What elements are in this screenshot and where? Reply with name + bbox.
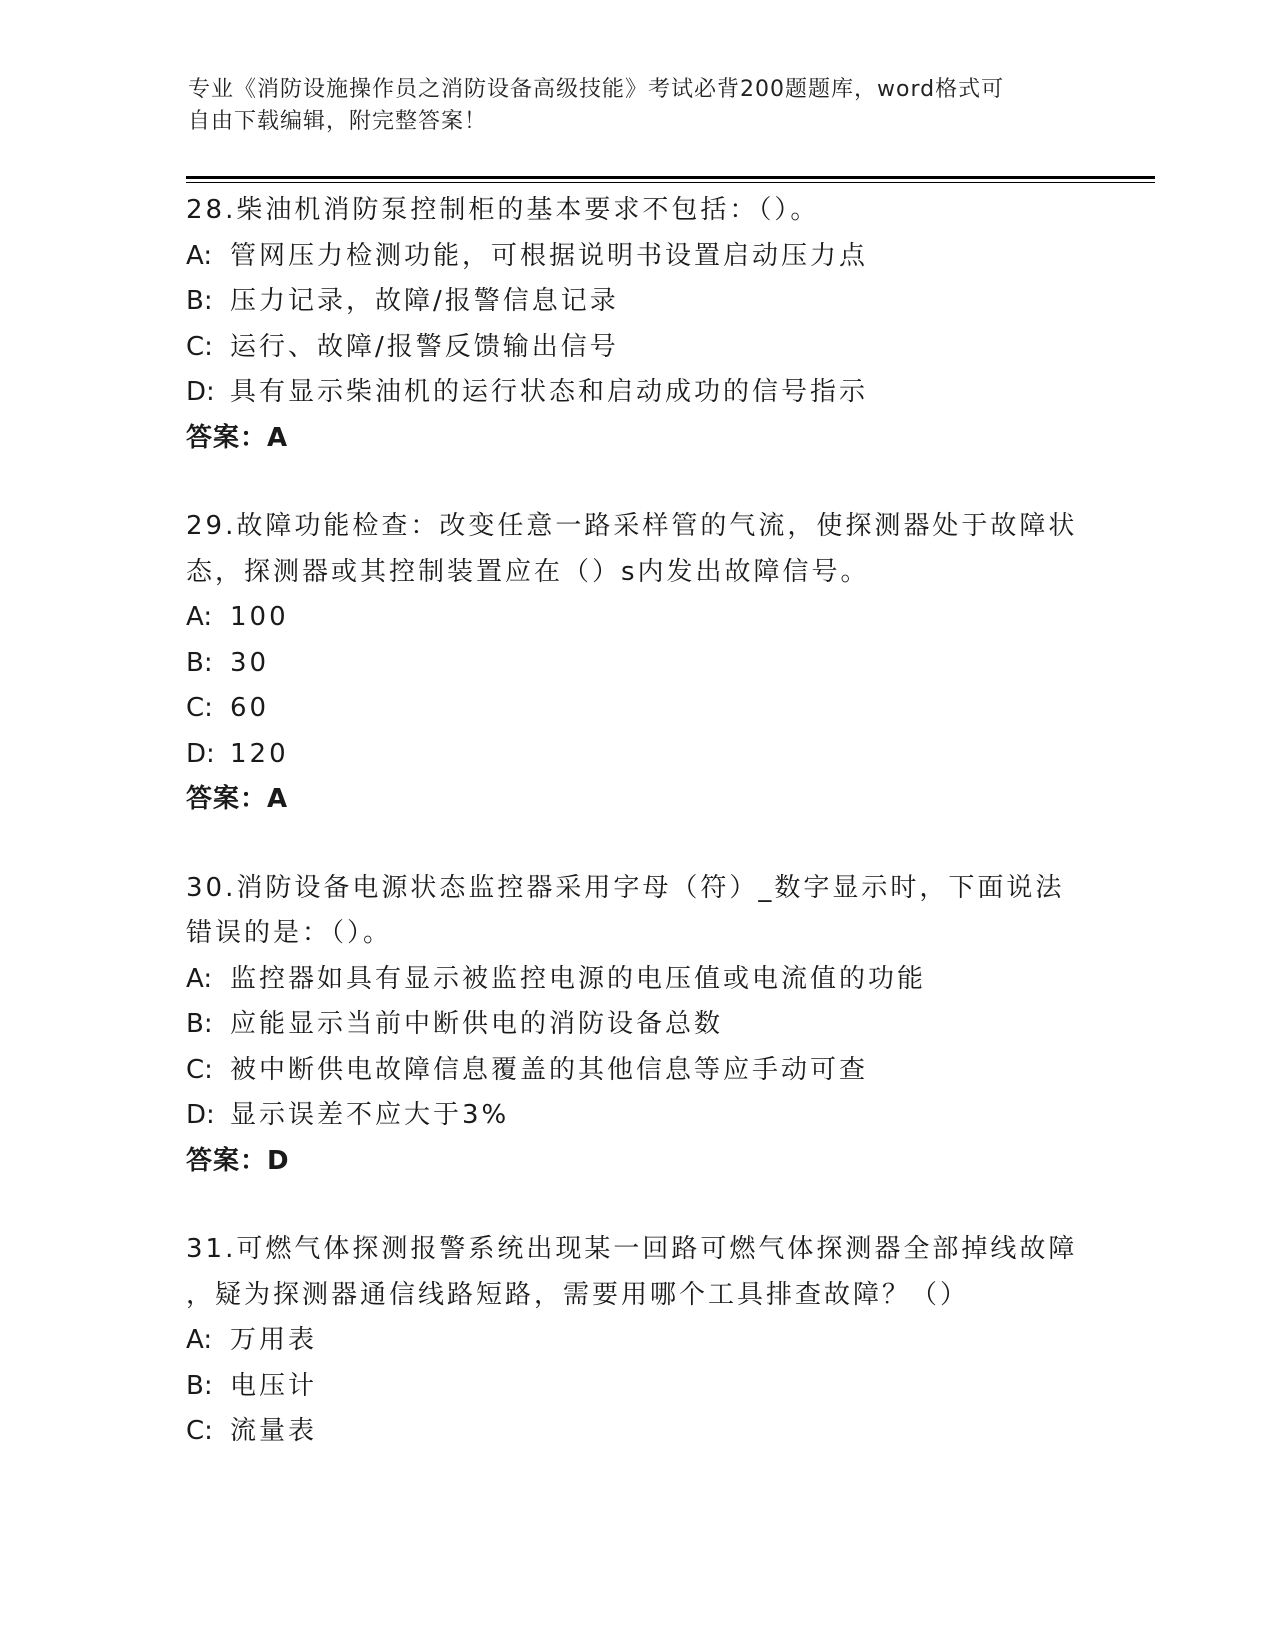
option-label: B: — [186, 1370, 213, 1401]
option-text: 压力记录，故障/报警信息记录 — [230, 286, 619, 316]
option-label: D: — [186, 738, 215, 769]
option-text: 电压计 — [230, 1370, 318, 1401]
option-label: B: — [186, 286, 213, 316]
option-label: A: — [186, 240, 213, 271]
option-label: C: — [186, 1054, 213, 1085]
option-text: 应能显示当前中断供电的消防设备总数 — [230, 1009, 724, 1039]
option-text: 监控器如具有显示被监控电源的电压值或电流值的功能 — [230, 963, 927, 994]
answer-key: 答案：A — [186, 784, 289, 814]
question-stem — [186, 866, 1086, 957]
question-stem-line: ，疑为探测器通信线路短路，需要用哪个工具排查故障？（） — [186, 1279, 970, 1310]
option-text: 120 — [230, 738, 289, 769]
option-text: 流量表 — [230, 1416, 318, 1446]
question-stem — [186, 504, 1086, 595]
answer-option — [186, 957, 1086, 1003]
option-label: D: — [186, 1100, 215, 1130]
option-label: D: — [186, 377, 215, 407]
option-text: 被中断供电故障信息覆盖的其他信息等应手动可查 — [230, 1054, 869, 1085]
option-label: A: — [186, 963, 213, 994]
option-label: B: — [186, 1009, 213, 1039]
option-label: B: — [186, 647, 213, 678]
answer-option — [186, 325, 1086, 371]
answer-key: 答案：D — [186, 1145, 290, 1176]
option-text: 万用表 — [230, 1325, 318, 1355]
question-stem-line: 29.故障功能检查：改变任意一路采样管的气流，使探测器处于故障状 — [186, 511, 1078, 541]
option-text: 显示误差不应大于3% — [230, 1100, 510, 1130]
option-text: 运行、故障/报警反馈输出信号 — [230, 331, 619, 362]
question-stem-line: 态，探测器或其控制装置应在（）s内发出故障信号。 — [186, 556, 870, 587]
option-text: 具有显示柴油机的运行状态和启动成功的信号指示 — [230, 377, 869, 407]
answer-option — [186, 1318, 1086, 1364]
option-label: C: — [186, 1416, 213, 1446]
question-list — [186, 188, 1086, 1498]
question-stem-line: 28.柴油机消防泵控制柜的基本要求不包括：（）。 — [186, 195, 820, 225]
question-block — [186, 1227, 1086, 1455]
option-label: C: — [186, 331, 213, 362]
answer-option — [186, 686, 1086, 732]
option-label: C: — [186, 693, 213, 723]
question-block — [186, 504, 1086, 823]
question-stem-line: 错误的是：（）。 — [186, 918, 393, 948]
question-block — [186, 866, 1086, 1185]
answer-option — [186, 732, 1086, 778]
answer-option — [186, 279, 1086, 325]
question-block — [186, 188, 1086, 461]
answer-option — [186, 1409, 1086, 1455]
answer-option — [186, 1002, 1086, 1048]
question-stem-line: 31.可燃气体探测报警系统出现某一回路可燃气体探测器全部掉线故障 — [186, 1234, 1078, 1264]
answer-key: 答案：A — [186, 422, 289, 453]
header-line-1: 专业《消防设施操作员之消防设备高级技能》考试必背200题题库，word格式可 — [188, 77, 1005, 102]
answer-option — [186, 641, 1086, 687]
option-text: 管网压力检测功能，可根据说明书设置启动压力点 — [230, 240, 869, 271]
option-text: 30 — [230, 647, 270, 678]
option-label: A: — [186, 1325, 213, 1355]
option-label: A: — [186, 602, 213, 632]
header-rule-thick — [186, 176, 1155, 179]
answer-option — [186, 234, 1086, 280]
answer-option — [186, 1093, 1086, 1139]
document-header — [188, 74, 1068, 138]
answer-option — [186, 370, 1086, 416]
answer-option — [186, 1048, 1086, 1094]
question-stem — [186, 188, 1086, 234]
answer-option — [186, 595, 1086, 641]
header-rule-thin — [186, 182, 1155, 183]
header-line-2: 自由下载编辑，附完整答案！ — [188, 109, 488, 134]
question-stem — [186, 1227, 1086, 1318]
option-text: 60 — [230, 693, 270, 723]
question-stem-line: 30.消防设备电源状态监控器采用字母（符）_数字显示时，下面说法 — [186, 872, 1065, 903]
option-text: 100 — [230, 602, 289, 632]
answer-option — [186, 1364, 1086, 1410]
